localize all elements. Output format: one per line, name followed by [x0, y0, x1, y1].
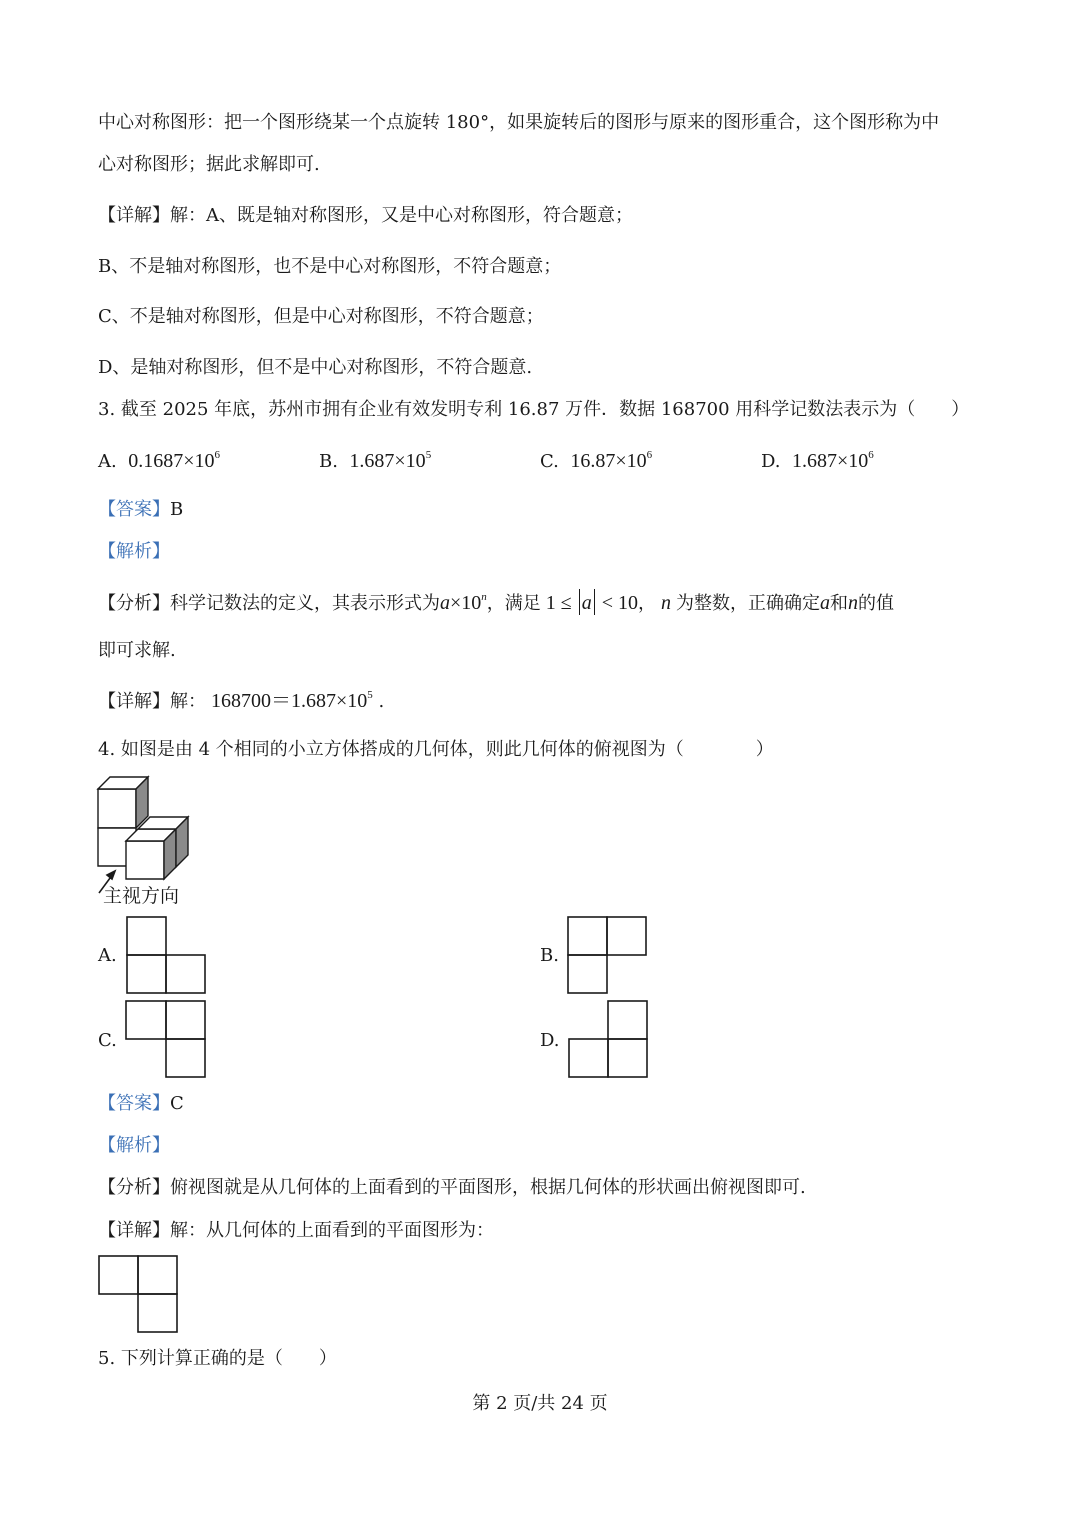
q4-view-label: 主视方向 [103, 885, 180, 907]
cube-top-left [98, 777, 148, 828]
option-value: $0.1687\times 10^6$ [128, 449, 220, 472]
q4-solid-figure [95, 775, 195, 885]
q4-option-d-label: D. [540, 1030, 560, 1051]
q4-answer [98, 1092, 184, 1116]
intro-line-1: 中心对称图形：把一个图形绕某一个点旋转 180°，如果旋转后的图形与原来的图形重合，这个图形称为中 [98, 112, 940, 133]
q3-option-c [540, 449, 652, 474]
option-letter: D. [761, 451, 781, 472]
q4-option-d-figure [568, 1000, 650, 1079]
q3-stem: 3. 截至 2025 年底，苏州市拥有企业有效发明专利 16.87 万件．数据 168700 用科学记数法表示为（ ） [98, 399, 970, 420]
q3-analysis-tag: 【解析】 [98, 541, 170, 562]
option-value: $1.687\times 10^5$ [349, 449, 432, 472]
q2-detail-b: B、不是轴对称图形，也不是中心对称图形，不符合题意； [98, 256, 562, 277]
q3-fenxi-line2: 即可求解. [98, 640, 176, 661]
q4-option-c-figure [125, 1000, 207, 1079]
q3-answer [98, 498, 183, 522]
option-letter: A. [98, 451, 117, 472]
q4-answer-figure [98, 1255, 180, 1333]
answer-value: B [170, 499, 184, 520]
option-letter: B. [319, 451, 338, 472]
q4-option-a-figure [126, 916, 208, 994]
q4-option-b-label: B. [540, 945, 559, 966]
q4-detail: 【详解】解：从几何体的上面看到的平面图形为： [98, 1220, 494, 1241]
option-value: $1.687\times 10^6$ [791, 449, 874, 472]
answer-value: C [170, 1093, 184, 1114]
q2-detail-c: C、不是轴对称图形，但是中心对称图形，不符合题意； [98, 306, 544, 327]
q2-detail-line: 【详解】解：A、既是轴对称图形，又是中心对称图形，符合题意； [98, 205, 633, 226]
intro-line-2: 心对称图形；据此求解即可. [98, 154, 320, 175]
q3-fenxi: 【分析】科学记数法的定义，其表示形式为$a\times 10^n$，满足 1 ≤ a < 10， n 为整数，正确确定a和n的值 [98, 591, 895, 614]
option-letter: C. [540, 451, 559, 472]
q5-stem: 5. 下列计算正确的是（ ） [98, 1348, 337, 1369]
q3-detail: 【详解】解： $168700=1.687\times 10^5$ . [98, 689, 385, 712]
answer-tag: 【答案】 [98, 499, 170, 520]
q4-option-c-label: C. [98, 1030, 117, 1051]
q3-option-d [761, 449, 874, 474]
page-number: 第 2 页/共 24 页 [472, 1393, 608, 1414]
q4-analysis-tag: 【解析】 [98, 1135, 170, 1156]
answer-tag: 【答案】 [98, 1093, 170, 1114]
q4-stem: 4. 如图是由 4 个相同的小立方体搭成的几何体，则此几何体的俯视图为（ ） [98, 739, 774, 760]
q4-fenxi: 【分析】俯视图就是从几何体的上面看到的平面图形，根据几何体的形状画出俯视图即可. [98, 1177, 806, 1198]
cube-front [126, 829, 176, 879]
option-value: $16.87\times 10^6$ [570, 449, 653, 472]
q4-option-b-figure [567, 916, 649, 994]
q3-option-a [98, 449, 220, 474]
q2-detail-d: D、是轴对称图形，但不是中心对称图形，不符合题意. [98, 357, 533, 378]
q3-option-b [319, 449, 431, 474]
q4-option-a-label: A. [98, 945, 117, 966]
